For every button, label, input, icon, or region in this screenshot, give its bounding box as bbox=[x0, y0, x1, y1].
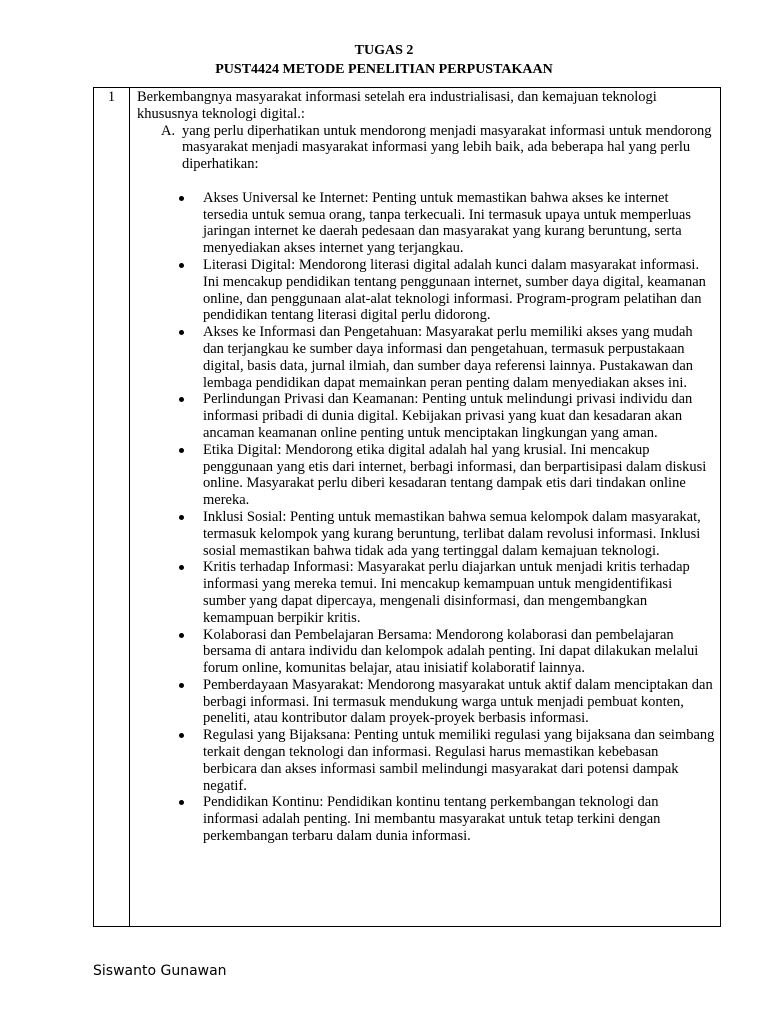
list-item bbox=[203, 509, 715, 559]
list-item bbox=[203, 257, 715, 324]
list-item-text: Akses Universal ke Internet: Penting untuk memastikan bahwa akses ke internet tersedia untuk semua orang, tanpa terkecuali. Ini termasuk upaya untuk memperluas jaringan internet ke daerah pedesaan dan masyarakat yang kurang beruntung, serta menyediakan akses internet yang terjangkau. bbox=[203, 189, 692, 257]
list-item-text: Perlindungan Privasi dan Keamanan: Penting untuk melindungi privasi individu dan informasi pribadi di dunia digital. Kebijakan privasi yang kuat dan kesadaran akan ancaman keamanan online penting untuk menciptakan lingkungan yang aman. bbox=[203, 391, 693, 441]
list-item bbox=[203, 794, 715, 844]
course-title: PUST4424 METODE PENELITIAN PERPUSTAKAAN bbox=[215, 62, 553, 77]
answer-content bbox=[137, 89, 715, 845]
bullet-icon bbox=[179, 800, 184, 805]
list-item bbox=[203, 442, 715, 509]
list-item-text: Literasi Digital: Mendorong literasi digital adalah kunci dalam masyarakat informasi. Ini mencakup pendidikan tentang penggunaan internet, sumber daya digital, keamanan online, dan penggunaan alat-alat teknologi informasi. Program-program pelatihan dan pendidikan tentang literasi digital perlu didorong. bbox=[203, 256, 706, 324]
row-number: 1 bbox=[107, 89, 116, 105]
bullet-icon bbox=[179, 683, 184, 688]
bullet-icon bbox=[179, 397, 184, 402]
sub-item-text: yang perlu diperhatikan untuk mendorong menjadi masyarakat informasi untuk mendorong masyarakat menjadi masyarakat informasi yang lebih baik, ada beberapa hal yang perlu diperhatikan: bbox=[182, 122, 712, 173]
list-item bbox=[203, 727, 715, 794]
sub-item-a bbox=[137, 123, 715, 173]
list-item bbox=[203, 324, 715, 391]
bullet-icon bbox=[179, 565, 184, 570]
list-item bbox=[203, 559, 715, 626]
points-list bbox=[137, 190, 715, 845]
bullet-icon bbox=[179, 330, 184, 335]
list-item-text: Kritis terhadap Informasi: Masyarakat perlu diajarkan untuk menjadi kritis terhadap informasi yang mereka temui. Ini mencakup kemampuan untuk mengidentifikasi sumber yang dapat dipercaya, mengenali disinformasi, dan mengembangkan kemampuan berpikir kritis. bbox=[203, 559, 690, 626]
list-item bbox=[203, 677, 715, 727]
column-divider bbox=[129, 88, 130, 926]
list-item-text: Akses ke Informasi dan Pengetahuan: Masyarakat perlu memiliki akses yang mudah dan terjangkau ke sumber daya informasi dan pengetahuan, termasuk perpustakaan digital, basis data, jurnal ilmiah, dan sumber daya referensi lainnya. Pustakawan dan lembaga pendidikan dapat memainkan peran penting dalam menyediakan akses ini. bbox=[203, 324, 694, 391]
author-name: Siswanto Gunawan bbox=[93, 963, 227, 979]
bullet-icon bbox=[179, 633, 184, 638]
list-item-text: Pendidikan Kontinu: Pendidikan kontinu tentang perkembangan teknologi dan informasi adalah penting. Ini membantu masyarakat untuk tetap terkini dengan perkembangan terbaru dalam dunia informasi. bbox=[203, 794, 661, 845]
list-item bbox=[203, 391, 715, 441]
intro-text: Berkembangnya masyarakat informasi setelah era industrialisasi, dan kemajuan teknologi khususnya teknologi digital.: bbox=[137, 89, 657, 122]
sub-item-label: A. bbox=[161, 122, 176, 139]
list-item bbox=[203, 627, 715, 677]
document-title: TUGAS 2 bbox=[354, 43, 414, 58]
bullet-icon bbox=[179, 263, 184, 268]
list-item-text: Regulasi yang Bijaksana: Penting untuk memiliki regulasi yang bijaksana dan seimbang terkait dengan teknologi dan informasi. Regulasi harus memastikan kebebasan berbicara dan akses informasi sambil melindungi masyarakat dari potensi dampak negatif. bbox=[203, 727, 715, 794]
list-item-text: Pemberdayaan Masyarakat: Mendorong masyarakat untuk aktif dalam menciptakan dan berbagi informasi. Ini termasuk mendukung warga untuk menjadi pembuat konten, peneliti, atau kontributor dalam proyek-proyek berbasis informasi. bbox=[203, 676, 713, 727]
list-item bbox=[203, 190, 715, 257]
bullet-icon bbox=[179, 515, 184, 520]
bullet-icon bbox=[179, 733, 184, 738]
list-item-text: Etika Digital: Mendorong etika digital adalah hal yang krusial. Ini mencakup penggunaan yang etis dari internet, berbagi informasi, dan berpartisipasi dalam diskusi online. Masyarakat perlu diberi kesadaran tentang dampak etis dari tindakan online mereka. bbox=[203, 441, 707, 509]
bullet-icon bbox=[179, 196, 184, 201]
bullet-icon bbox=[179, 448, 184, 453]
list-item-text: Inklusi Sosial: Penting untuk memastikan bahwa semua kelompok dalam masyarakat, termasuk kelompok yang kurang beruntung, terlibat dalam revolusi informasi. Inklusi sosial memastikan bahwa tidak ada yang tertinggal dalam kemajuan teknologi. bbox=[203, 508, 701, 559]
list-item-text: Kolaborasi dan Pembelajaran Bersama: Mendorong kolaborasi dan pembelajaran bersama di antara individu dan kelompok adalah penting. Ini dapat dilakukan melalui forum online, komunitas belajar, atau inisiatif kolaboratif lainnya. bbox=[203, 626, 699, 677]
answer-table bbox=[93, 87, 721, 927]
